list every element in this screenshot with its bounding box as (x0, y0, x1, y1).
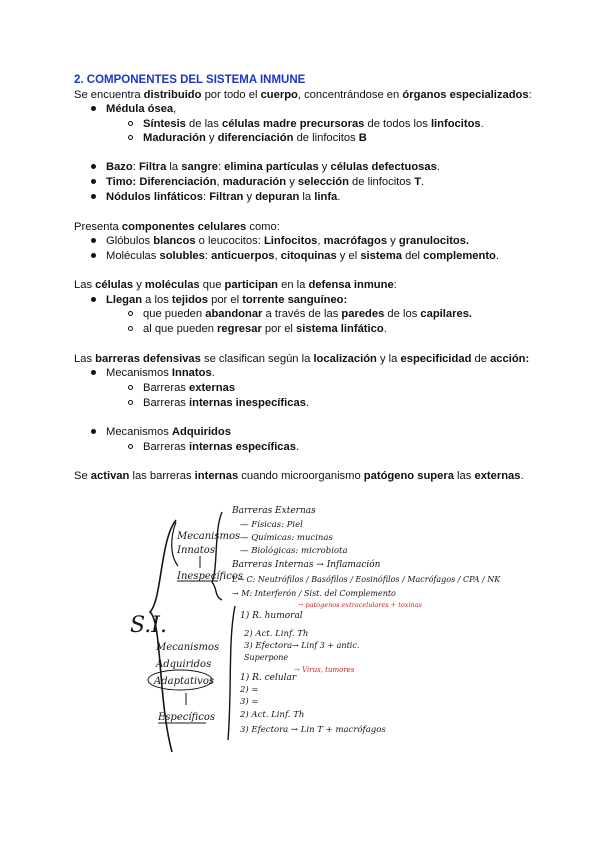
text-segment: que pueden (143, 308, 206, 320)
hw-igual-1: 2) = (240, 685, 259, 695)
text-segment: como: (246, 221, 280, 233)
text-segment: . (383, 323, 387, 335)
text-segment: : (204, 250, 212, 262)
hw-celulas: L→ C: Neutrófilos / Basófilos / Eosinófilos / Macrófagos / CPA / NK (232, 575, 501, 584)
text-segment: : (393, 279, 397, 291)
text-segment: : (202, 191, 210, 203)
bold-term: células defectuosas (330, 161, 437, 173)
text-segment: al que pueden (143, 323, 218, 335)
bold-term: maduración (222, 176, 287, 188)
text-segment: que (199, 279, 225, 291)
bold-term: localización (313, 353, 377, 365)
text-segment: las barreras (129, 470, 195, 482)
text-segment: de los (384, 308, 421, 320)
bold-term: Adquiridos (171, 426, 231, 438)
hw-act-linf-2: 2) Act. Linf. Th (240, 710, 305, 720)
text-segment: y (133, 279, 145, 291)
text-segment: : (217, 161, 225, 173)
bold-term: Filtran (209, 191, 244, 203)
hw-red-virus: → Virus, tumores (294, 666, 355, 674)
text-segment: Barreras (143, 441, 190, 453)
bold-term: Nódulos linfáticos (106, 191, 203, 203)
bold-term: internas inespecíficas (189, 397, 306, 409)
bold-term: barreras defensivas (95, 353, 201, 365)
text-segment: de (471, 353, 491, 365)
bold-term: diferenciación (217, 132, 294, 144)
bold-term: especificidad (400, 353, 472, 365)
hw-superpone: Superpone (244, 653, 289, 662)
bold-term: defensa inmune (308, 279, 394, 291)
text-segment: , concentrándose en (297, 89, 403, 101)
text-segment: se clasifican según la (200, 353, 314, 365)
bold-term: Filtra (138, 161, 167, 173)
hw-adquiridos: Adquiridos (156, 659, 212, 670)
bold-term: selección (297, 176, 349, 188)
text-segment: a través de las (262, 308, 342, 320)
text-segment: de todos los (364, 118, 431, 130)
text-segment: y (286, 176, 298, 188)
hw-efectora-1: 3) Efectora (244, 641, 293, 651)
text-segment: . (520, 470, 524, 482)
text-segment: . (495, 250, 499, 262)
bold-term: B (358, 132, 367, 144)
bold-term: distribuido (143, 89, 202, 101)
text-segment: . (211, 367, 215, 379)
bold-term: células (95, 279, 134, 291)
bold-term: depuran (255, 191, 300, 203)
text-segment: del (402, 250, 424, 262)
text-segment: , (173, 103, 177, 115)
bold-term: citoquinas (280, 250, 337, 262)
bold-term: macrófagos (323, 235, 388, 247)
hw-moleculas: → M: Interferón / Sist. del Complemento (232, 589, 396, 598)
bold-term: Timo: (106, 176, 137, 188)
text-segment: Se encuentra (74, 89, 144, 101)
text-segment: por el (261, 323, 297, 335)
bold-term: abandonar (205, 308, 263, 320)
text-segment: por el (207, 294, 243, 306)
bold-term: linfocitos (430, 118, 481, 130)
text-segment: la (166, 161, 182, 173)
text-segment: , (317, 235, 324, 247)
text-segment: de linfocitos (293, 132, 359, 144)
bold-term: patógeno (363, 470, 415, 482)
hw-mecanismos-2: Mecanismos (156, 642, 220, 653)
text-segment: Se (74, 470, 91, 482)
hw-act-linf-1: 2) Act. Linf. Th (244, 629, 309, 639)
text-segment: Moléculas (106, 250, 160, 262)
bold-term: supera (417, 470, 454, 482)
bold-term: T (414, 176, 422, 188)
text-segment: Las (74, 353, 96, 365)
text-segment: y (318, 161, 331, 173)
text-segment: : (528, 89, 532, 101)
bold-term: sistema linfático (296, 323, 384, 335)
hw-biologicas: — Biológicas: microbiota (240, 546, 348, 556)
hw-r-humoral: 1) R. humoral (240, 611, 303, 621)
section-title: 2. COMPONENTES DEL SISTEMA INMUNE (74, 74, 306, 86)
text-segment: . (295, 441, 300, 453)
text-segment: a los (142, 294, 172, 306)
hw-innatos: Innatos (177, 545, 215, 556)
bold-term: complemento (423, 250, 496, 262)
bold-term: externas (189, 382, 236, 394)
text-segment: en la (278, 279, 309, 291)
text-segment: de las (185, 118, 222, 130)
hw-si: S.I. (130, 613, 167, 638)
brace-adquiridos (228, 606, 235, 740)
bold-term: granulocitos. (398, 235, 470, 247)
text-segment: y el (336, 250, 361, 262)
text-segment: Barreras (143, 397, 190, 409)
text-segment: . (337, 191, 341, 203)
hw-igual-2: 3) = (240, 697, 259, 707)
bold-term: participan (224, 279, 279, 291)
bold-term: elimina partículas (224, 161, 319, 173)
text-segment: de linfocitos (348, 176, 415, 188)
bold-term: cuerpo (260, 89, 298, 101)
brace-innatos (212, 512, 222, 600)
text-segment: la (299, 191, 315, 203)
text-segment: Mecanismos (106, 367, 172, 379)
bold-term: células madre precursoras (221, 118, 365, 130)
hw-mecanismos-1: Mecanismos (177, 531, 241, 542)
bold-term: internas (194, 470, 239, 482)
bold-term: solubles (159, 250, 205, 262)
text-segment: Barreras (143, 382, 190, 394)
text-segment: y la (376, 353, 401, 365)
bold-term: Llegan (106, 294, 143, 306)
bold-term: regresar (217, 323, 262, 335)
bold-term: Médula ósea (106, 103, 174, 115)
text-segment: . (436, 161, 440, 173)
text-segment: , (274, 250, 281, 262)
hw-inespecificos: Inespecíficos (177, 571, 243, 582)
hw-barreras-internas: Barreras Internas → Inflamación (232, 560, 381, 570)
hw-especificos: Específicos (158, 712, 215, 723)
hw-linf-antic: → Linf 3 + antic. (292, 641, 360, 650)
text-segment: . (421, 176, 425, 188)
bold-term: torrente sanguíneo: (242, 294, 348, 306)
bold-term: órganos especializados (402, 89, 529, 101)
text-segment: , (216, 176, 223, 188)
bold-term: sistema (360, 250, 402, 262)
bold-term: sangre (181, 161, 218, 173)
text-segment: Mecanismos (106, 426, 172, 438)
text-segment: Glóbulos (106, 235, 154, 247)
bold-term: anticuerpos (211, 250, 275, 262)
bold-term: componentes celulares (121, 221, 247, 233)
bold-term: moléculas (144, 279, 200, 291)
hw-fisicas: — Físicas: Piel (240, 520, 303, 530)
bold-term: internas específicas (189, 441, 296, 453)
text-segment: : (132, 161, 139, 173)
bold-term: externas (474, 470, 521, 482)
text-segment: Las (74, 279, 96, 291)
bold-term: linfa (314, 191, 338, 203)
hw-barreras-externas: Barreras Externas (232, 506, 316, 516)
bold-term: Linfocitos (263, 235, 318, 247)
text-segment: y (205, 132, 218, 144)
bold-term: capilares. (420, 308, 473, 320)
bold-term: activan (90, 470, 130, 482)
text-segment: o leucocitos: (195, 235, 264, 247)
bold-term: blancos (153, 235, 196, 247)
bold-term: Maduración (143, 132, 206, 144)
text-segment: Presenta (74, 221, 122, 233)
bold-term: Diferenciación (139, 176, 217, 188)
bold-term: paredes (341, 308, 385, 320)
bold-term: Síntesis (143, 118, 186, 130)
text-segment: . (480, 118, 484, 130)
bold-term: Bazo (106, 161, 133, 173)
hw-quimicas: — Químicas: mucinas (240, 533, 333, 543)
text-segment: . (305, 397, 310, 409)
bold-term: acción: (490, 353, 530, 365)
hw-adaptativos: Adaptativos (154, 676, 214, 687)
text-segment: por todo el (201, 89, 261, 101)
text-segment: cuando microorganismo (238, 470, 364, 482)
hw-r-celular: 1) R. celular (240, 673, 297, 683)
bold-term: tejidos (171, 294, 208, 306)
bold-term: Innatos (171, 367, 212, 379)
text-segment: las (453, 470, 475, 482)
hw-red-patogenos: → patógenos extracelulares + toxinas (298, 601, 422, 609)
text-segment: y (387, 235, 399, 247)
hw-efectora-2: 3) Efectora → Lin T + macrófagos (240, 725, 386, 735)
text-segment: y (243, 191, 256, 203)
